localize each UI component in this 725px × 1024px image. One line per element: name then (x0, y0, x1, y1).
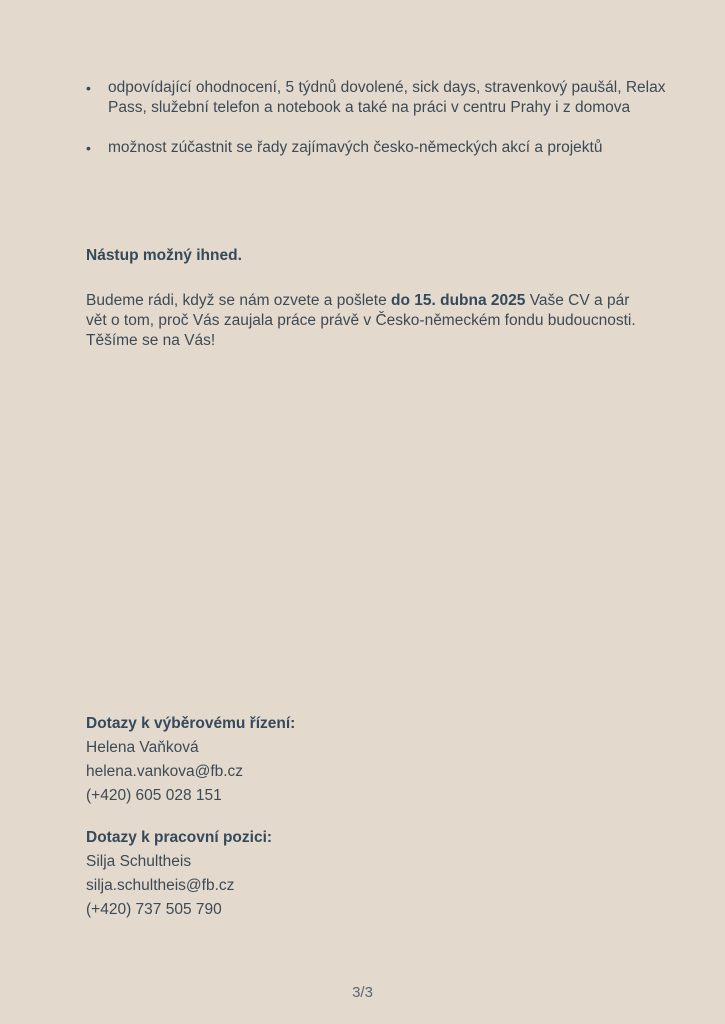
contact-block-position (86, 826, 272, 922)
page-number: 3/3 (352, 984, 373, 1001)
benefits-list (86, 78, 676, 178)
contact-heading: Dotazy k výběrovému řízení: (86, 715, 296, 732)
contact-phone[interactable]: (+420) 605 028 151 (86, 787, 222, 804)
deadline-text: do 15. dubna 2025 (391, 292, 526, 309)
bullet-icon: • (86, 140, 91, 156)
start-date-note: Nástup možný ihned. (86, 247, 242, 264)
contact-heading: Dotazy k pracovní pozici: (86, 829, 273, 846)
contact-email[interactable]: helena.vankova@fb.cz (86, 763, 244, 780)
benefit-item (86, 138, 676, 158)
bullet-icon: • (86, 80, 91, 96)
contact-block-selection (86, 712, 295, 808)
benefit-item (86, 78, 676, 118)
closing-paragraph (86, 291, 646, 351)
closing-text-after: Vaše CV a pár vět o tom, proč Vás zaujala práce právě v Česko-německém fondu budoucnosti. Těšíme se na Vás! (86, 292, 636, 349)
benefit-text: odpovídající ohodnocení, 5 týdnů dovolené, sick days, stravenkový paušál, Relax Pass, služební telefon a notebook a také na práci v centru Prahy i z domova (108, 79, 666, 116)
benefit-text: možnost zúčastnit se řady zajímavých česko-německých akcí a projektů (108, 139, 603, 156)
contact-name: Helena Vaňková (86, 739, 199, 756)
contact-phone[interactable]: (+420) 737 505 790 (86, 901, 222, 918)
closing-text-before: Budeme rádi, když se nám ozvete a pošlete (86, 292, 391, 309)
contact-email[interactable]: silja.schultheis@fb.cz (86, 877, 235, 894)
contact-name: Silja Schultheis (86, 853, 192, 870)
